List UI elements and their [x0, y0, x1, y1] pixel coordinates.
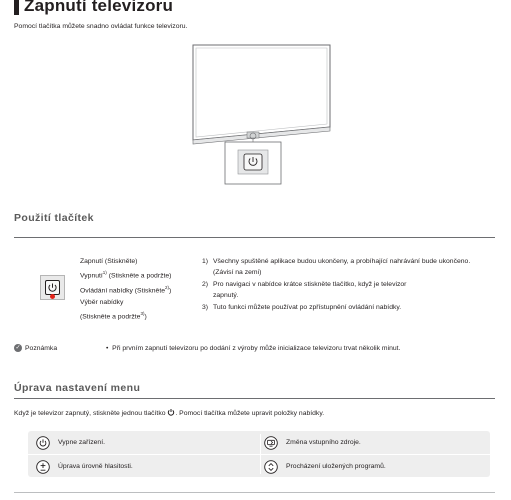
section-heading-buttons: Použití tlačítek [14, 212, 94, 224]
function-item: Vypnutí$^{1)}$ (Stiskněte a podržte) [80, 270, 172, 280]
footnotes-list [202, 256, 492, 313]
power-icon [46, 281, 59, 294]
table-row [28, 454, 490, 477]
channel-icon [264, 460, 278, 474]
footnote-item: 3) Tuto funkci můžete používat po zpřístupnění ovládání nabídky. [202, 303, 402, 311]
pointer-indicator [50, 294, 55, 299]
tv-button-illustration [40, 275, 65, 300]
tv-illustration [0, 0, 511, 200]
section-divider [14, 237, 495, 238]
table-row [28, 431, 490, 454]
function-item: Výběr nabídky [80, 298, 124, 306]
power-icon [36, 436, 50, 450]
function-item: Ovládání nabídky (Stiskněte$^{2)}$) [80, 285, 172, 295]
page-subtitle: Pomocí tlačítka můžete snadno ovládat funkce televizoru. [14, 23, 188, 30]
menu-option-power-off: Vypne zařízení. [36, 431, 261, 454]
checkmark-icon: ✓ [15, 345, 21, 351]
footnote-item: 2) Pro navigaci v nabídce krátce stiskněte tlačítko, když je televizor zapnutý. [202, 280, 407, 300]
note-text: • Při prvním zapnutí televizoru po dodání z výroby může inicializace televizoru trvat několik minut. [106, 344, 401, 352]
footnote-item: 1) Všechny spuštěné aplikace budou ukončeny, a probíhající nahrávání bude ukončeno. (Závisí na zemi) [202, 258, 471, 277]
section-heading-menu: Úprava nastavení menu [14, 382, 141, 394]
menu-intro: Když je televizor zapnutý, stiskněte jednou tlačítko . Pomocí tlačítka můžete upravit položky nabídky. [14, 410, 325, 417]
input-icon [264, 436, 278, 450]
menu-option-volume: Úprava úrovně hlasitosti. [36, 455, 261, 478]
note-row [14, 344, 495, 352]
menu-option-input: Změna vstupního zdroje. [264, 431, 484, 454]
volume-icon [36, 460, 50, 474]
function-item: Zapnutí (Stiskněte) [80, 258, 138, 265]
note-label: ✓ Poznámka [15, 344, 58, 352]
menu-options-table [28, 431, 490, 477]
section-divider [14, 398, 495, 399]
button-functions-list [80, 256, 190, 323]
function-item: (Stiskněte a podržte$^{3)}$) [80, 311, 147, 321]
page-title: Zapnutí televizoru [24, 0, 174, 15]
page-bottom-divider [14, 492, 495, 493]
menu-option-channels: Procházení uložených programů. [264, 455, 484, 478]
